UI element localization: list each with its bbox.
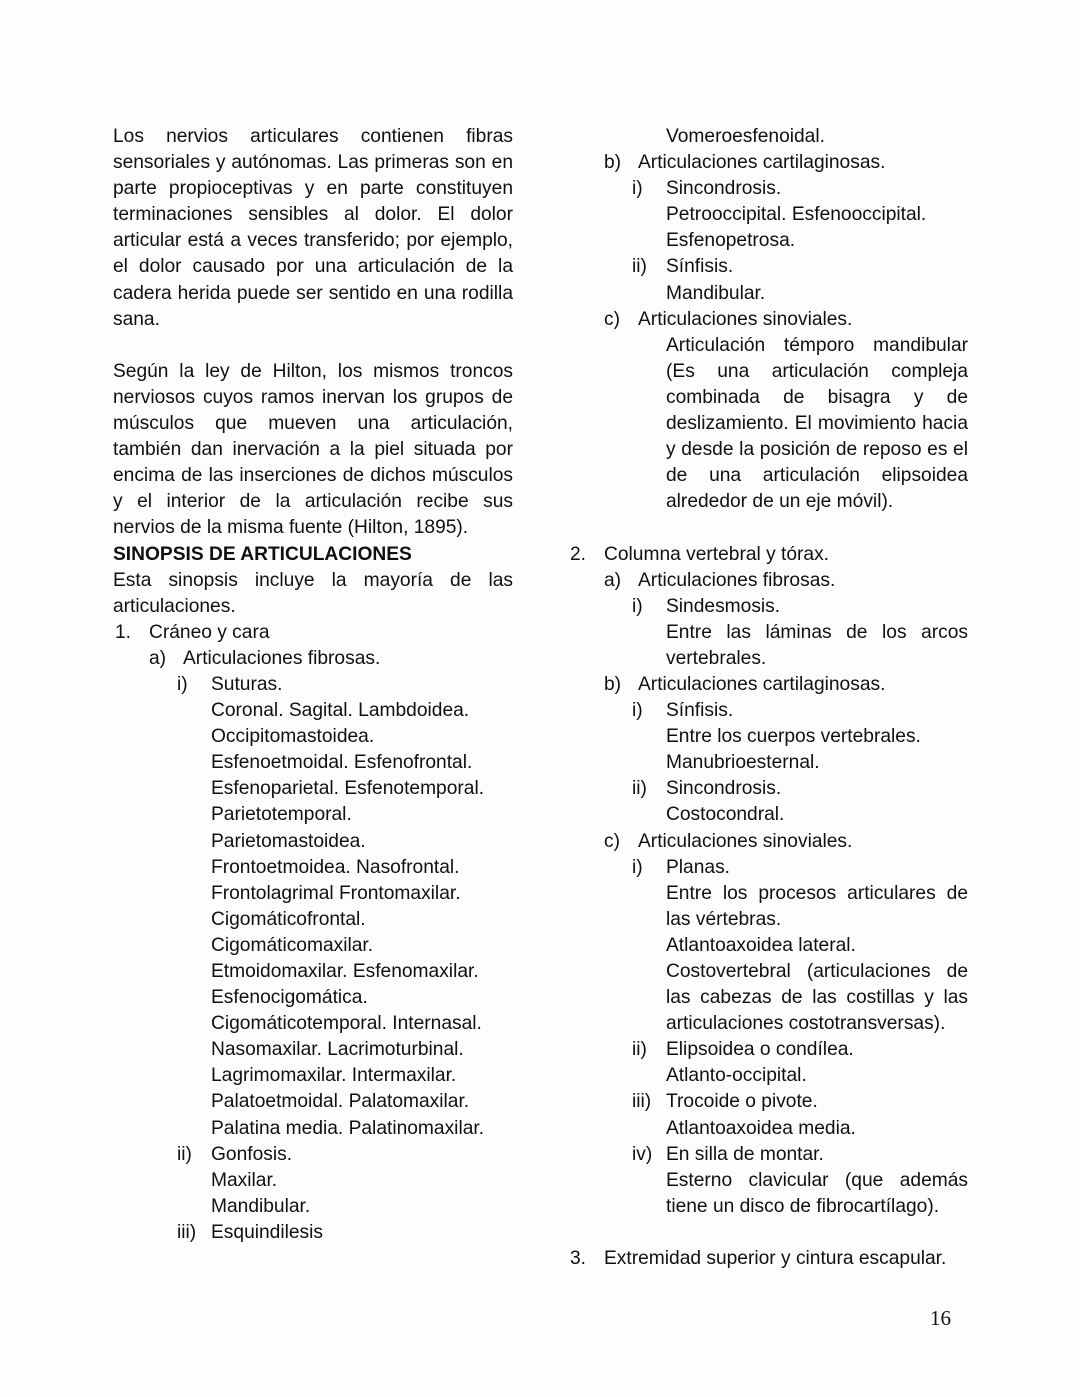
- list-entry: Vomeroesfenoidal.: [666, 126, 825, 147]
- list-item-2c: [604, 829, 968, 855]
- list-marker-2bi: i): [632, 700, 643, 722]
- list-entry: Nasomaxilar. Lacrimoturbinal.: [211, 1039, 464, 1061]
- list-marker-1ai: i): [177, 673, 188, 695]
- list-label-1c: Articulaciones sinoviales.: [638, 308, 853, 330]
- list-label-1: Cráneo y cara: [149, 621, 270, 643]
- list-marker-2: 2.: [570, 543, 587, 565]
- list-entry: Costocondral.: [666, 804, 785, 826]
- list-item-2bi: [632, 698, 968, 724]
- list-label-2bi: Sínfisis.: [666, 700, 734, 722]
- list-marker-2ciii: iii): [632, 1091, 652, 1113]
- list-entry: Atlantoaxoidea media.: [666, 1117, 856, 1139]
- list-entry: Entre las láminas de los arcos vertebrales.: [666, 621, 968, 669]
- list-entry: Entre los procesos articulares de las vértebras.: [666, 882, 968, 930]
- list-marker-2c: c): [604, 830, 620, 852]
- list-item-2bii: [632, 776, 968, 802]
- list-marker-2ci: i): [632, 856, 643, 878]
- list-label-1aii: Gonfosis.: [211, 1143, 293, 1165]
- list-item-2cii: [632, 1037, 968, 1063]
- list-entry: Esterno clavicular (que además tiene un disco de fibrocartílago).: [666, 1169, 968, 1217]
- list-label-2: Columna vertebral y tórax.: [604, 543, 830, 565]
- list-entry: Cigomáticotemporal. Internasal.: [211, 1013, 482, 1035]
- list-entry: Mandibular.: [211, 1195, 311, 1217]
- list-entry: Palatina media. Palatinomaxilar.: [211, 1117, 485, 1139]
- continued-entry-wrapper: [666, 124, 968, 150]
- left-column: [113, 124, 513, 1246]
- section-heading-sinopsis: SINOPSIS DE ARTICULACIONES: [113, 543, 412, 565]
- list-entry: Frontoetmoidea. Nasofrontal.: [211, 856, 460, 878]
- list-entry: Atlanto-occipital.: [666, 1065, 807, 1087]
- paragraph-nervios-articulares: Los nervios articulares contienen fibras sensoriales y autónomas. Las primeras son en parte propioceptivas y en parte constituyen terminaciones sensibles al dolor. El dolor articular está a veces transferido; por ejemplo, el dolor causado por una articulación de la cadera herida puede ser sentido en una rodilla sana.: [113, 126, 513, 330]
- list-label-2ciii: Trocoide o pivote.: [666, 1091, 818, 1113]
- section-spacer: [568, 515, 968, 541]
- list-entry: Etmoidomaxilar. Esfenomaxilar.: [211, 961, 479, 982]
- list-item-2ai: [632, 594, 968, 620]
- page-number: 16: [930, 1306, 951, 1330]
- list-label-1bii: Sínfisis.: [666, 256, 734, 278]
- list-label-2c: Articulaciones sinoviales.: [638, 830, 853, 852]
- list-item-2ci: [632, 855, 968, 881]
- list-item-1: [115, 620, 513, 646]
- list-marker-2civ: iv): [632, 1143, 653, 1165]
- paragraph-spacer: [113, 333, 513, 359]
- list-entry: Esfenoparietal. Esfenotemporal.: [211, 778, 485, 800]
- paragraph-ley-de-hilton: Según la ley de Hilton, los mismos troncos nerviosos cuyos ramos inervan los grupos de músculos que mueven una articulación, también dan inervación a la piel situada por encima de las inserciones de dichos músculos y el interior de la articulación recibe sus nervios de la misma fuente (Hilton, 1895).: [113, 360, 513, 539]
- list-marker-1bii: ii): [632, 256, 647, 278]
- list-label-2cii: Elipsoidea o condílea.: [666, 1039, 854, 1061]
- list-entry: Costovertebral (articulaciones de las cabezas de las costillas y las articulaciones costotransversas).: [666, 961, 968, 1035]
- list-entry: Manubrioesternal.: [666, 752, 820, 774]
- list-entry: Entre los cuerpos vertebrales.: [666, 726, 921, 748]
- list-marker-1b: b): [604, 152, 622, 174]
- list-item-2civ: [632, 1142, 968, 1168]
- atm-description-wrapper: [666, 333, 968, 516]
- sincondrosis-entry-list: [666, 202, 968, 254]
- list-entry: Atlantoaxoidea lateral.: [666, 934, 856, 956]
- list-item-2: [570, 542, 968, 568]
- paragraph-sinopsis-intro: Esta sinopsis incluye la mayoría de las articulaciones.: [113, 569, 513, 617]
- list-entry: Petrooccipital. Esfenooccipital.: [666, 204, 927, 226]
- suture-entry-list: [211, 698, 513, 1142]
- list-marker-1c: c): [604, 308, 620, 330]
- list-entry: Esfenopetrosa.: [666, 230, 796, 252]
- sinfisis-vertebral-entry-list: [666, 724, 968, 776]
- list-entry: Esfenocigomática.: [211, 987, 368, 1009]
- list-marker-1: 1.: [115, 621, 132, 643]
- list-marker-1aiii: iii): [177, 1221, 197, 1243]
- list-item-2a: [604, 568, 968, 594]
- list-label-2b: Articulaciones cartilaginosas.: [638, 673, 886, 695]
- trocoide-entry-list: [666, 1116, 968, 1142]
- list-item-2ciii: [632, 1089, 968, 1115]
- silla-de-montar-entry-list: [666, 1168, 968, 1220]
- list-marker-2a: a): [604, 569, 622, 591]
- list-entry: Lagrimomaxilar. Intermaxilar.: [211, 1065, 457, 1087]
- list-marker-1a: a): [149, 647, 167, 669]
- sindesmosis-entry-list: [666, 620, 968, 672]
- list-marker-2b: b): [604, 673, 622, 695]
- list-item-1aii: [177, 1142, 513, 1168]
- list-item-1bi: [632, 176, 968, 202]
- list-item-1a: [149, 646, 513, 672]
- list-entry: Coronal. Sagital. Lambdoidea.: [211, 700, 470, 722]
- list-entry: Parietomastoidea.: [211, 830, 366, 852]
- list-label-1b: Articulaciones cartilaginosas.: [638, 152, 886, 174]
- list-label-1bi: Sincondrosis.: [666, 178, 782, 200]
- gonfosis-entry-list: [211, 1168, 513, 1220]
- list-marker-3: 3.: [570, 1248, 587, 1270]
- elipsoidea-entry-list: [666, 1063, 968, 1089]
- list-label-2bii: Sincondrosis.: [666, 778, 782, 800]
- list-marker-1aii: ii): [177, 1143, 192, 1165]
- list-item-1c: [604, 307, 968, 333]
- list-item-1aiii: [177, 1220, 513, 1246]
- list-item-2b: [604, 672, 968, 698]
- section-spacer: [568, 1220, 968, 1246]
- list-item-3: [570, 1246, 968, 1272]
- sinfisis-entry-list: [666, 281, 968, 307]
- list-marker-1bi: i): [632, 178, 643, 200]
- list-entry: Mandibular.: [666, 282, 766, 304]
- list-label-1a: Articulaciones fibrosas.: [183, 647, 381, 669]
- list-label-2ci: Planas.: [666, 856, 730, 878]
- list-entry: Esfenoetmoidal. Esfenofrontal.: [211, 752, 473, 774]
- list-label-3: Extremidad superior y cintura escapular.: [604, 1248, 947, 1270]
- list-entry: Frontolagrimal Frontomaxilar.: [211, 882, 461, 904]
- list-item-1b: [604, 150, 968, 176]
- sincondrosis-vertebral-entry-list: [666, 802, 968, 828]
- list-label-1aiii: Esquindilesis: [211, 1221, 323, 1243]
- list-item-1ai: [177, 672, 513, 698]
- list-marker-2cii: ii): [632, 1039, 647, 1061]
- list-label-2ai: Sindesmosis.: [666, 595, 781, 617]
- list-entry: Cigomáticomaxilar.: [211, 934, 374, 956]
- list-entry: Palatoetmoidal. Palatomaxilar.: [211, 1091, 470, 1113]
- list-entry: Articulación témporo mandibular (Es una articulación compleja combinada de bisagra y de deslizamiento. El movimiento hacia y desde la posición de reposo es el de una articulación elipsoidea alrededor de un eje móvil).: [666, 334, 968, 513]
- list-marker-2bii: ii): [632, 778, 647, 800]
- list-entry: Maxilar.: [211, 1169, 278, 1191]
- list-label-2civ: En silla de montar.: [666, 1143, 824, 1165]
- list-label-1ai: Suturas.: [211, 673, 283, 695]
- list-item-1bii: [632, 254, 968, 280]
- list-entry: Cigomáticofrontal.: [211, 908, 366, 930]
- planas-entry-list: [666, 881, 968, 1038]
- list-entry: Occipitomastoidea.: [211, 726, 375, 748]
- list-label-2a: Articulaciones fibrosas.: [638, 569, 836, 591]
- list-marker-2ai: i): [632, 595, 643, 617]
- list-entry: Parietotemporal.: [211, 804, 352, 826]
- right-column: [568, 124, 968, 1272]
